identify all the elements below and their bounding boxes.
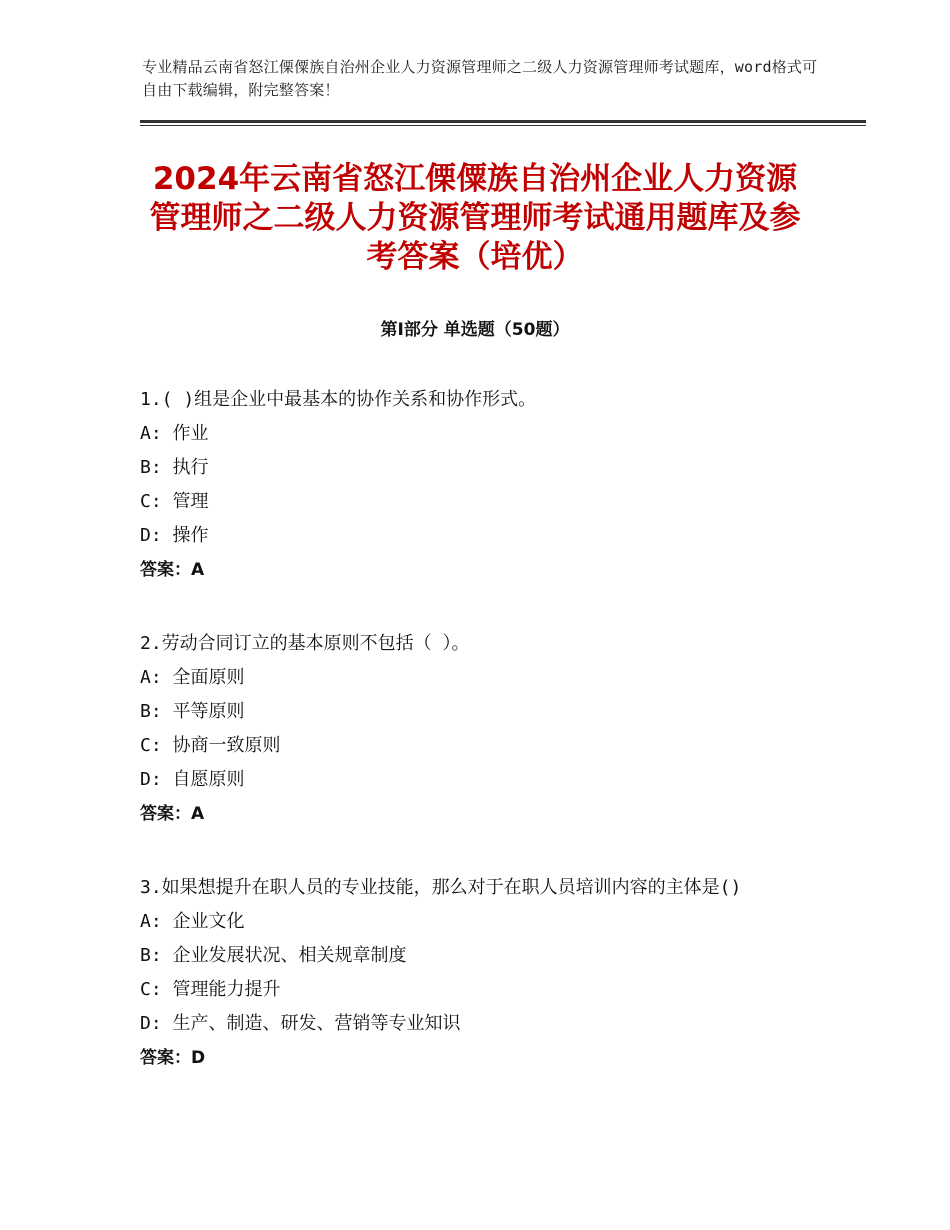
option-b: B: 执行 <box>140 457 209 478</box>
section-heading: 第Ⅰ部分 单选题（50题） <box>380 320 570 340</box>
document-title: 2024年云南省怒江傈僳族自治州企业人力资源管理师之二级人力资源管理师考试通用题库及参考答案（培优） <box>149 161 801 275</box>
question-2 <box>140 627 820 831</box>
option-d: D: 生产、制造、研发、营销等专业知识 <box>140 1013 461 1034</box>
question-1 <box>140 383 820 587</box>
header-note: 专业精品云南省怒江傈僳族自治州企业人力资源管理师之二级人力资源管理师考试题库，word格式可自由下载编辑，附完整答案！ <box>142 58 818 99</box>
option-d: D: 操作 <box>140 525 209 546</box>
option-a: A: 全面原则 <box>140 667 245 688</box>
answer-line: 答案：A <box>140 804 205 824</box>
header-rule-thin <box>140 125 866 126</box>
answer-line: 答案：A <box>140 560 205 580</box>
option-c: C: 协商一致原则 <box>140 735 281 756</box>
question-stem: 2.劳动合同订立的基本原则不包括（ ）。 <box>140 633 470 654</box>
answer-line: 答案：D <box>140 1048 206 1068</box>
header-rule-thick <box>140 120 866 123</box>
question-stem: 3.如果想提升在职人员的专业技能，那么对于在职人员培训内容的主体是() <box>140 877 742 898</box>
option-b: B: 企业发展状况、相关规章制度 <box>140 945 407 966</box>
option-a: A: 企业文化 <box>140 911 245 932</box>
option-d: D: 自愿原则 <box>140 769 245 790</box>
option-c: C: 管理 <box>140 491 209 512</box>
option-c: C: 管理能力提升 <box>140 979 281 1000</box>
question-list <box>140 383 820 1115</box>
question-stem: 1.( )组是企业中最基本的协作关系和协作形式。 <box>140 389 537 410</box>
option-b: B: 平等原则 <box>140 701 245 722</box>
option-a: A: 作业 <box>140 423 209 444</box>
question-3 <box>140 871 820 1075</box>
